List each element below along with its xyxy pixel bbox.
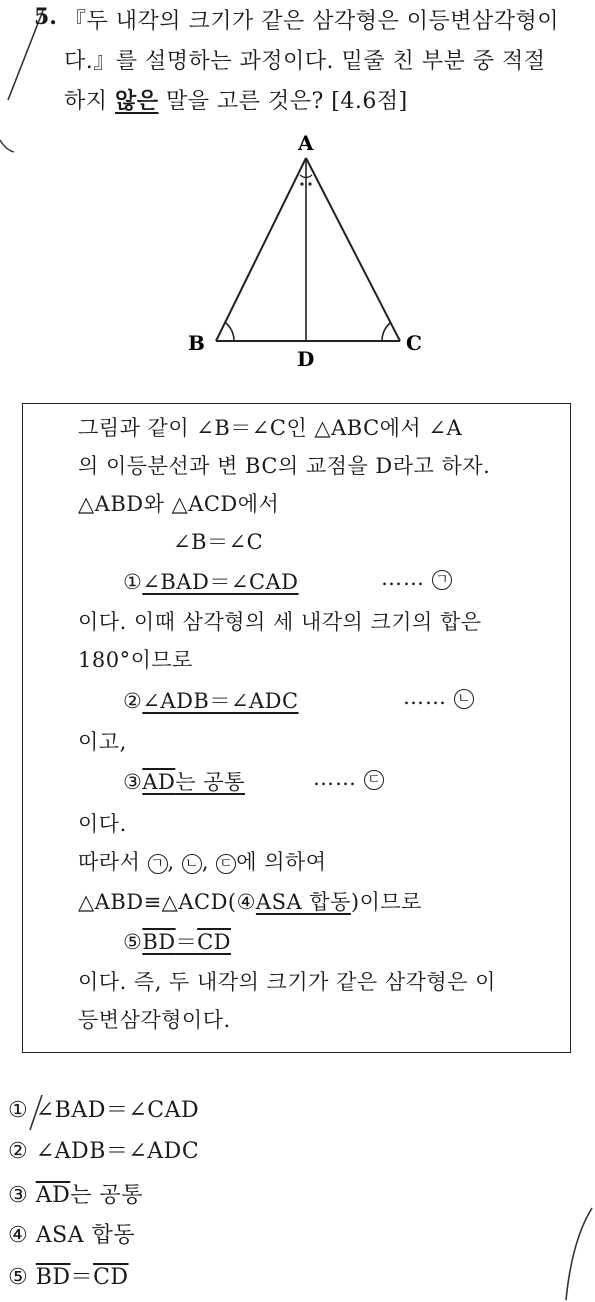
ref-nieun-icon: ㄴ [182, 854, 202, 874]
choice-3-number: ③ [8, 1183, 29, 1208]
question-emphasis: 않은 [115, 88, 159, 114]
vertex-c-label: C [406, 331, 422, 355]
choice-2-number: ② [8, 1139, 29, 1164]
vertex-b-label: B [188, 331, 205, 355]
step-2-reference [403, 685, 474, 709]
step-1-statement: ∠BAD＝∠CAD [142, 570, 299, 594]
line-13-pre: △ABD≡△ACD( [78, 890, 237, 914]
proof-step-1 [123, 566, 299, 596]
proof-line-4: ∠B＝∠C [173, 530, 264, 554]
question-line-3 [64, 84, 564, 115]
choice-5-equals: ＝ [70, 1265, 94, 1290]
proof-line-7: 180°이므로 [78, 648, 193, 672]
choice-4-number: ④ [8, 1223, 29, 1248]
choice-5[interactable] [8, 1260, 129, 1291]
step-2-dots: …… [403, 685, 447, 709]
angle-dot-bad [300, 182, 303, 185]
side-ab [216, 158, 306, 341]
proof-step-3 [123, 766, 245, 796]
proof-line-11: 이다. [78, 812, 127, 836]
choice-3-text: 는 공통 [70, 1183, 144, 1208]
choice-5-segment-1: $\overline{BD}$ [35, 1265, 71, 1290]
step-1-reference [381, 566, 452, 590]
question-line-2: 다.』를 설명하는 과정이다. 밑줄 친 부분 중 적절 [64, 49, 546, 74]
side-ac [306, 158, 400, 341]
proof-line-12: 따라서 ㄱ , ㄴ , ㄷ 에 의하여 [78, 850, 327, 874]
line-12-post: 에 의하여 [236, 850, 327, 874]
proof-line-6: 이다. 이때 삼각형의 세 내각의 크기의 합은 [78, 610, 482, 634]
choice-1-number: ① [8, 1098, 29, 1123]
angle-mark-c [382, 322, 391, 341]
pen-stroke-right [566, 1208, 592, 1300]
proof-box [22, 403, 571, 1053]
proof-line-15: 이다. 즉, 두 내각의 크기가 같은 삼각형은 이 [78, 970, 496, 994]
segment-cd: CD [197, 930, 232, 954]
choice-1-text: ∠BAD＝∠CAD [35, 1098, 200, 1123]
choice-4[interactable] [8, 1218, 135, 1249]
choice-2-text: ∠ADB＝∠ADC [35, 1139, 200, 1164]
step-5-equals: ＝ [175, 930, 198, 954]
proof-step-2 [123, 685, 299, 715]
step-4-statement: ASA 합동 [255, 890, 351, 914]
choice-5-number: ⑤ [8, 1265, 29, 1290]
vertex-a-label: A [298, 131, 314, 155]
mark-nieun-icon: ㄴ [454, 689, 474, 709]
point-d-label: D [297, 347, 315, 371]
choice-2[interactable] [8, 1134, 199, 1165]
question-line-3-pre: 하지 [64, 89, 115, 114]
question-line-1: 『두 내각의 크기가 같은 삼각형은 이등변삼각형이 [64, 9, 560, 34]
step-5-statement [142, 930, 231, 954]
proof-step-5 [123, 926, 231, 956]
proof-line-16: 등변삼각형이다. [78, 1008, 231, 1032]
mark-giyeok-icon: ㄱ [432, 570, 452, 590]
angle-mark-b [225, 322, 234, 341]
choice-4-text: ASA 합동 [35, 1223, 136, 1248]
proof-line-1: 그림과 같이 ∠B＝∠C인 △ABC에서 ∠A [78, 416, 463, 440]
proof-line-3: △ABD와 △ACD에서 [78, 492, 280, 516]
step-2-statement: ∠ADB＝∠ADC [142, 689, 299, 713]
choice-5-segment-2: $\overline{CD}$ [93, 1265, 129, 1290]
step-5-number: ⑤ [123, 930, 143, 954]
step-3-reference [313, 766, 384, 790]
angle-dot-cad [308, 182, 311, 185]
step-3-statement [142, 770, 245, 794]
proof-line-9: 이고, [78, 730, 127, 754]
choice-3[interactable] [8, 1178, 143, 1209]
question-number: 5. [34, 4, 57, 30]
step-3-dots: …… [313, 766, 357, 790]
pen-stroke-left [0, 140, 14, 152]
proof-line-13 [78, 886, 422, 916]
step-3-text: 는 공통 [175, 770, 245, 794]
step-3-number: ③ [123, 770, 143, 794]
segment-ad: AD [142, 770, 176, 794]
question-line-3-post: 말을 고른 것은? [4.6점] [158, 89, 408, 114]
line-13-post: )이므로 [350, 890, 422, 914]
ref-giyeok-icon: ㄱ [148, 854, 168, 874]
triangle-figure [180, 128, 430, 373]
step-1-dots: …… [381, 566, 425, 590]
line-12-pre: 따라서 [78, 850, 141, 874]
proof-line-2: 의 이등분선과 변 BC의 교점을 D라고 하자. [78, 454, 491, 478]
segment-bd: BD [142, 930, 176, 954]
step-1-number: ① [123, 570, 143, 594]
choice-3-segment: $\overline{AD}$ [35, 1183, 71, 1208]
ref-digeut-icon: ㄷ [216, 854, 236, 874]
step-2-number: ② [123, 689, 143, 713]
step-4-number: ④ [236, 890, 256, 914]
mark-digeut-icon: ㄷ [364, 770, 384, 790]
choice-1[interactable] [8, 1093, 199, 1124]
